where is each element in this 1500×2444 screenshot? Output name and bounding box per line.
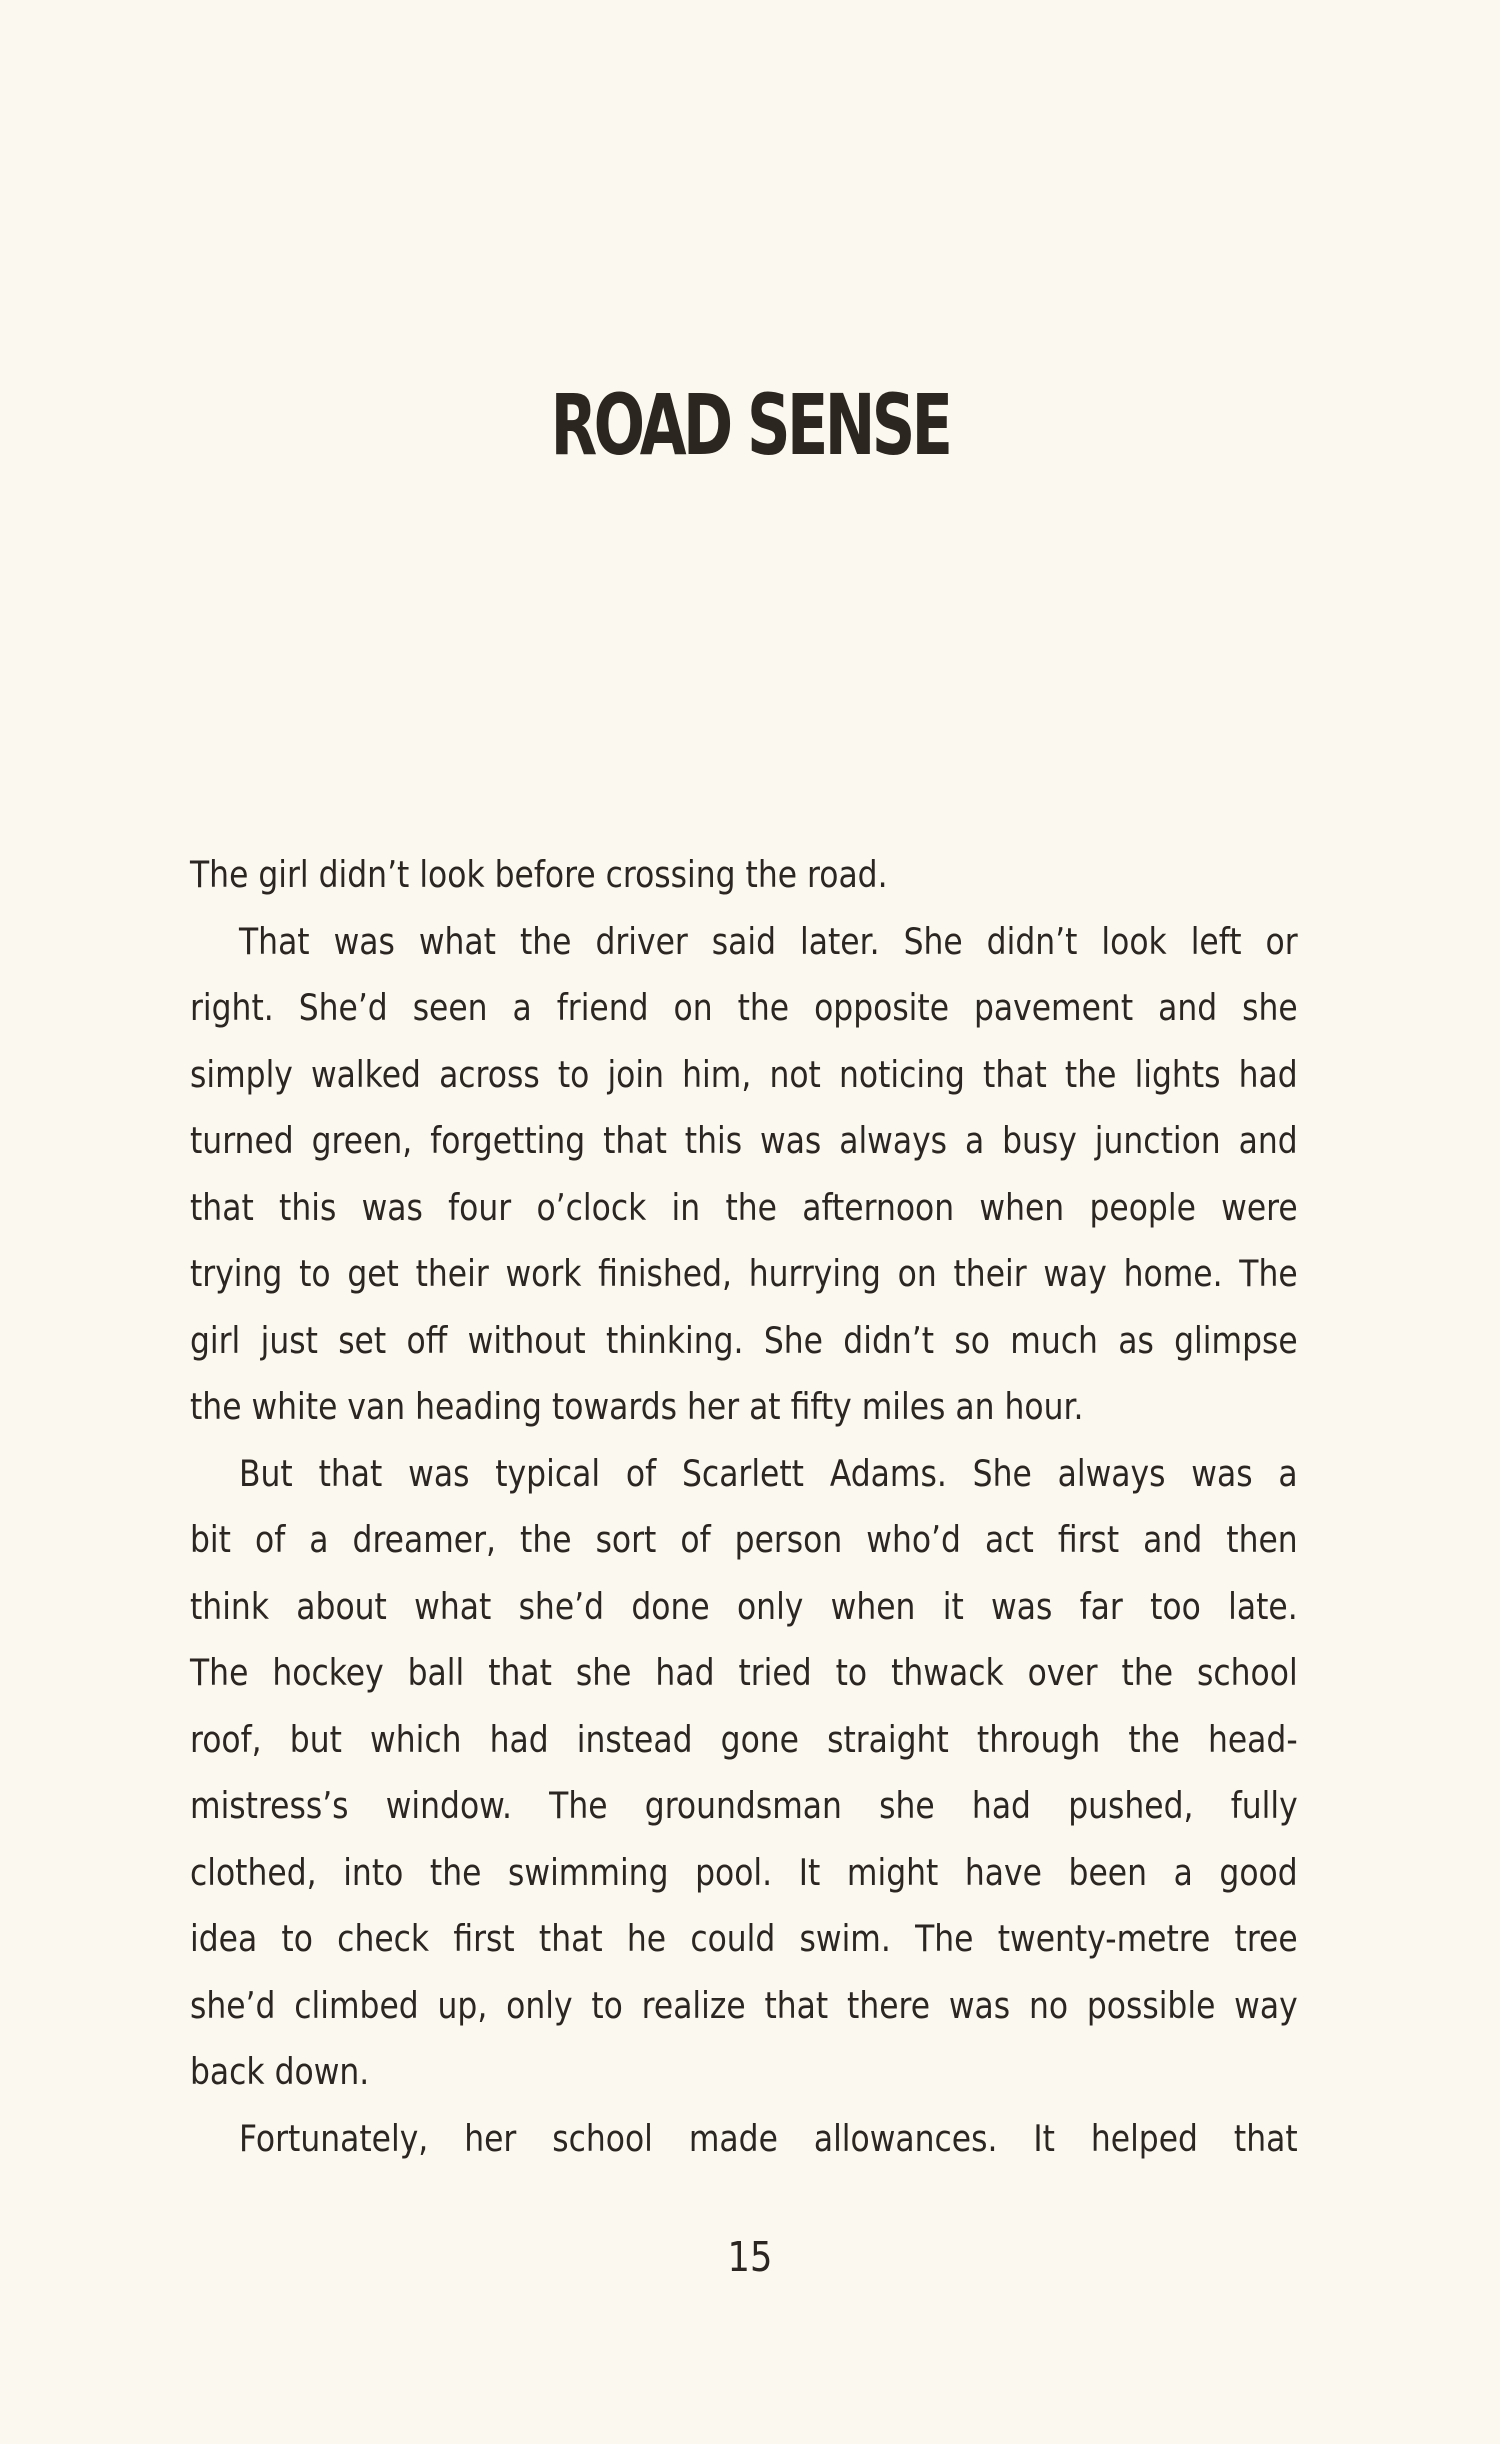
body-line: Fortunately, her school made allowances. It helped that: [239, 2116, 1298, 2160]
body-line: turned green, forgetting that this was always a busy junction and: [190, 1119, 1298, 1162]
body-line: back down.: [190, 2050, 370, 2093]
body-line: think about what she’d done only when it was far too late.: [190, 1584, 1298, 1628]
body-line: roof, but which had instead gone straight through the head-: [190, 1717, 1298, 1761]
body-line: that this was four o’clock in the afternoon when people were: [190, 1185, 1298, 1229]
body-line: the white van heading towards her at fifty miles an hour.: [190, 1385, 1084, 1428]
body-line: The girl didn’t look before crossing the road.: [190, 853, 888, 896]
body-line: clothed, into the swimming pool. It might have been a good: [190, 1850, 1298, 1894]
chapter-body-text: [190, 842, 1298, 2172]
body-line: mistress’s window. The groundsman she had pushed, fully: [190, 1784, 1298, 1827]
body-line: bit of a dreamer, the sort of person who’d act first and then: [190, 1518, 1298, 1561]
body-line: idea to check first that he could swim. The twenty-metre tree: [190, 1917, 1298, 1960]
chapter-title: ROAD SENSE: [550, 376, 950, 474]
body-line: right. She’d seen a friend on the opposite pavement and she: [190, 986, 1298, 1029]
body-line: The hockey ball that she had tried to thwack over the school: [190, 1651, 1298, 1694]
body-line: simply walked across to join him, not noticing that the lights had: [190, 1052, 1298, 1096]
body-line: she’d climbed up, only to realize that there was no possible way: [190, 1983, 1298, 2027]
body-line: But that was typical of Scarlett Adams. She always was a: [239, 1451, 1298, 1495]
body-line: girl just set off without thinking. She didn’t so much as glimpse: [190, 1318, 1298, 1362]
body-line: trying to get their work finished, hurrying on their way home. The: [190, 1252, 1298, 1295]
page-number: 15: [727, 2233, 773, 2281]
body-line: That was what the driver said later. She didn’t look left or: [239, 919, 1298, 963]
